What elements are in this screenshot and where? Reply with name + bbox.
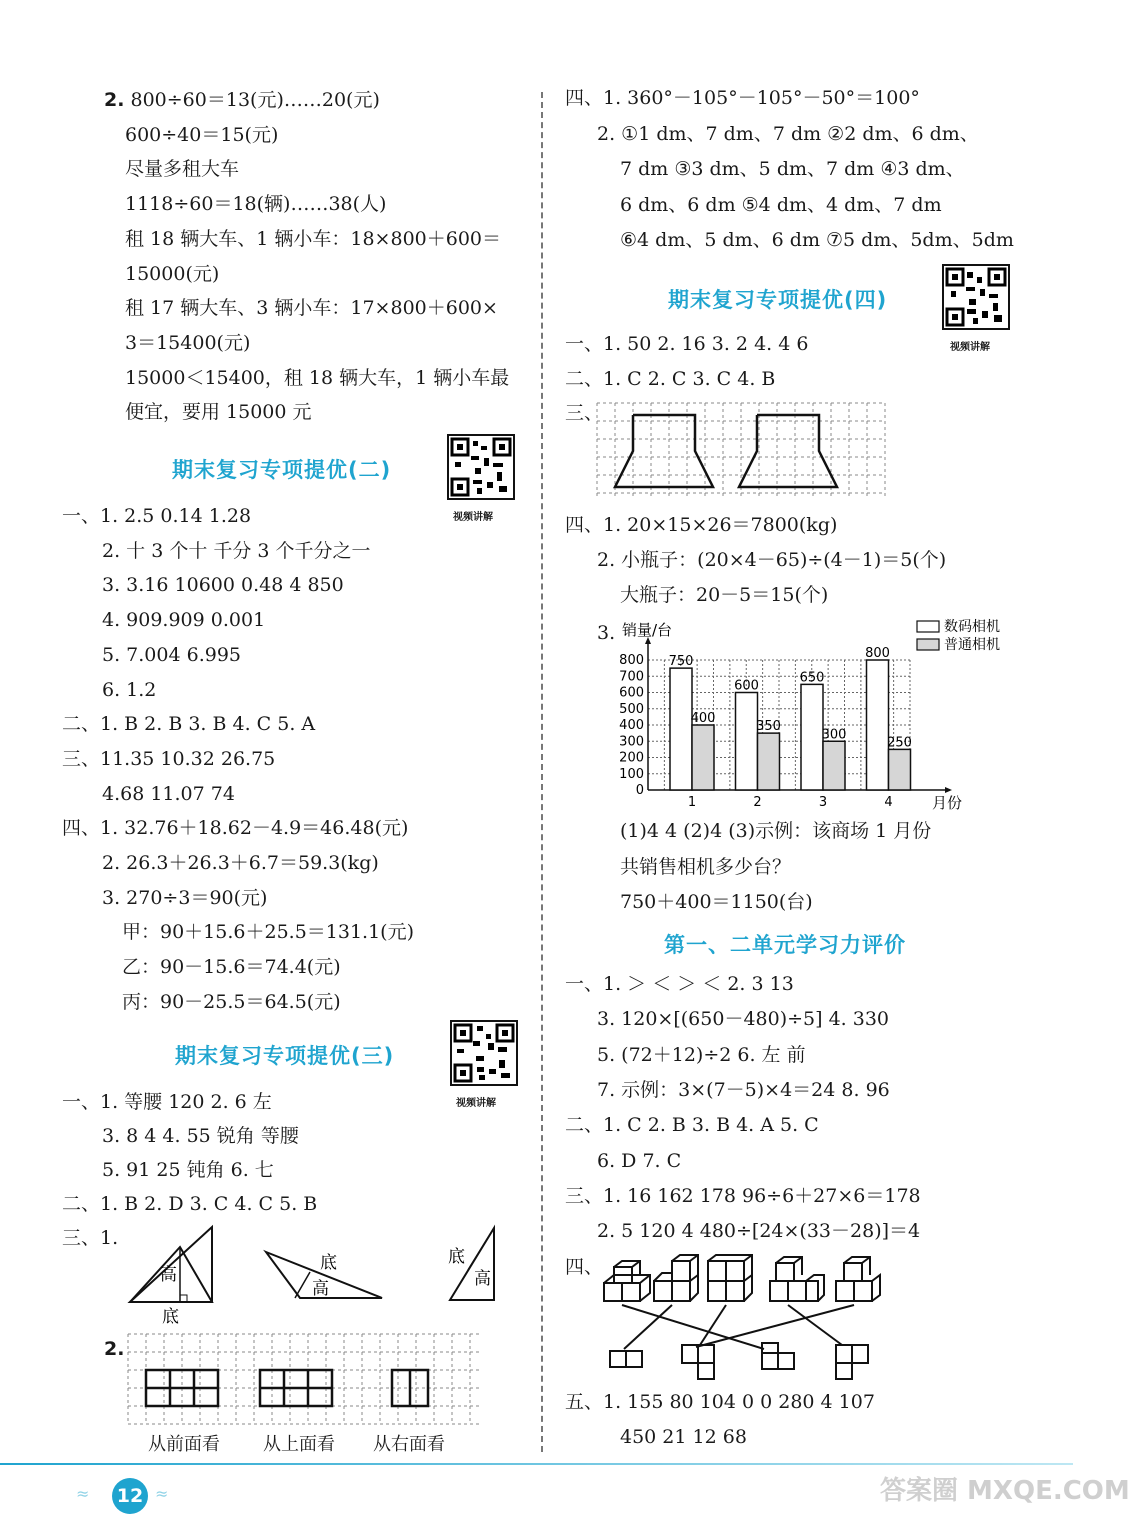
sec2-line-4: 5. 7.004 6.995 xyxy=(102,643,241,666)
question-number: 2. xyxy=(104,89,125,111)
y-tick-label: 600 xyxy=(619,685,644,701)
sec2-line-0: 一、1. 2.5 0.14 1.28 xyxy=(62,505,252,527)
triangle-2-base-label: 底 xyxy=(320,1253,337,1273)
sec2-line-11: 3. 270÷3＝90(元) xyxy=(102,886,268,909)
left-line-3: 1118÷60＝18(辆)……38(人) xyxy=(125,193,387,216)
left-line-2: 尽量多租大车 xyxy=(125,158,240,181)
page-number: 12 xyxy=(112,1478,148,1514)
bar-value-label: 800 xyxy=(865,646,890,661)
bar-普通相机-4 xyxy=(889,749,911,790)
left-line-6: 租 17 辆大车、3 辆小车：17×800＋600× xyxy=(125,297,498,320)
sec5-line-4: 二、1. C 2. B 3. B 4. A 5. C xyxy=(565,1114,819,1136)
cube-stack-3 xyxy=(708,1255,752,1301)
left-ornament-icon: ≈ xyxy=(76,1484,90,1503)
left-line-0 xyxy=(104,87,380,113)
footer-line xyxy=(0,1463,1073,1465)
sec4-line-5: 大瓶子：20－5＝15(个) xyxy=(620,584,829,606)
sec2-line-10: 2. 26.3＋26.3＋6.7＝59.3(kg) xyxy=(102,852,379,874)
bar-普通相机-3 xyxy=(823,741,845,790)
bar-数码相机-4 xyxy=(867,660,889,790)
bar-value-label: 600 xyxy=(734,678,759,694)
right-top-line-1: 2. ①1 dm、7 dm、7 dm ②2 dm、6 dm、 xyxy=(597,122,979,145)
sec2-line-5: 6. 1.2 xyxy=(102,678,157,701)
qr-pattern-icon xyxy=(452,1022,516,1084)
trapezoid-grid xyxy=(597,403,889,503)
x-tick-label: 3 xyxy=(818,795,828,810)
qr-caption-4: 视频讲解 xyxy=(950,342,990,353)
sec2-line-7: 三、11.35 10.32 26.75 xyxy=(62,747,276,770)
plane-view-3 xyxy=(762,1343,794,1369)
y-tick-label: 100 xyxy=(619,766,644,782)
bar-数码相机-1 xyxy=(670,668,692,790)
x-tick-label: 2 xyxy=(753,795,762,810)
y-tick-label: 800 xyxy=(619,653,644,668)
sec2-line-12: 甲：90＋15.6＋25.5＝131.1(元) xyxy=(122,921,415,944)
sec5-line-8: 四、 xyxy=(565,1256,604,1278)
q2-label: 2. xyxy=(104,1338,125,1360)
triangle-2 xyxy=(266,1252,382,1299)
sec5-line-0: 一、1. ＞ ＜ ＞ ＜ 2. 3 13 xyxy=(565,973,794,995)
sec2-line-8: 4.68 11.07 74 xyxy=(102,782,235,805)
bar-value-label: 750 xyxy=(668,654,694,670)
sec3-line-2: 5. 91 25 钝角 6. 七 xyxy=(102,1159,274,1181)
right-top-line-2: 7 dm ③3 dm、5 dm、7 dm ④3 dm、 xyxy=(620,158,965,180)
right-ornament-icon: ≈ xyxy=(155,1484,169,1503)
left-line-1: 600÷40＝15(元) xyxy=(125,123,279,146)
qr-caption-3: 视频讲解 xyxy=(456,1098,496,1109)
sec4-line-3: 四、1. 20×15×26＝7800(kg) xyxy=(565,514,838,536)
triangle-drawings xyxy=(120,1222,510,1328)
left-line-7: 3＝15400(元) xyxy=(125,331,251,354)
sec2-line-9: 四、1. 32.76＋18.62－4.9＝46.48(元) xyxy=(62,817,409,840)
qr-caption-2: 视频讲解 xyxy=(453,512,493,523)
cube-matching xyxy=(596,1255,896,1380)
sec5-line-6: 三、1. 16 162 178 96÷6＋27×6＝178 xyxy=(565,1185,921,1207)
triangle-1 xyxy=(130,1227,212,1327)
sec4-line-2: 三、 xyxy=(565,402,604,424)
plane-view-2 xyxy=(682,1345,714,1379)
x-tick-label: 4 xyxy=(884,795,893,810)
sec4-line-6: 3. xyxy=(597,622,616,644)
bar-value-label: 650 xyxy=(799,670,825,686)
left-line-9: 便宜，要用 15000 元 xyxy=(125,401,312,424)
bar-value-label: 300 xyxy=(821,727,847,743)
sec2-line-14: 丙：90－25.5＝64.5(元) xyxy=(122,990,341,1013)
section-title-5: 第一、二单元学习力评价 xyxy=(664,933,906,957)
bar-数码相机-3 xyxy=(801,684,823,790)
cube-stack-2 xyxy=(654,1255,698,1301)
right-top-line-0: 四、1. 360°－105°－105°－50°＝100° xyxy=(565,87,920,109)
answer-text: 800÷60＝13(元)……20(元) xyxy=(130,89,380,111)
legend-swatch-0 xyxy=(917,621,939,632)
watermark: 答案圈 MXQE.COM xyxy=(880,1476,1130,1506)
y-tick-label: 0 xyxy=(635,783,644,798)
view-front-label: 从前面看 xyxy=(148,1434,220,1455)
plane-view-4 xyxy=(836,1345,868,1379)
plane-view-1 xyxy=(610,1351,642,1367)
views-grid xyxy=(128,1334,488,1430)
bar-value-label: 400 xyxy=(690,711,716,726)
qr-code-2[interactable] xyxy=(447,434,515,500)
y-tick-label: 400 xyxy=(619,718,644,733)
sec3-line-1: 3. 8 4 4. 55 锐角 等腰 xyxy=(102,1125,299,1147)
right-top-line-3: 6 dm、6 dm ⑤4 dm、4 dm、7 dm xyxy=(620,193,942,216)
sec3-line-4: 三、1. xyxy=(62,1227,119,1249)
qr-code-3[interactable] xyxy=(450,1020,518,1086)
qr-code-4[interactable] xyxy=(942,264,1010,330)
right-top-line-4: ⑥4 dm、5 dm、6 dm ⑦5 dm、5dm、5dm xyxy=(620,229,1014,251)
left-line-5: 15000(元) xyxy=(125,262,220,285)
qr-pattern-icon xyxy=(449,436,513,498)
bar-chart xyxy=(590,615,1030,811)
bar-数码相机-2 xyxy=(736,693,758,791)
triangle-1-high-label: 高 xyxy=(160,1265,177,1285)
x-axis-label: 月份 xyxy=(932,794,963,812)
bar-value-label: 250 xyxy=(887,735,912,751)
sec2-line-6: 二、1. B 2. B 3. B 4. C 5. A xyxy=(62,713,316,736)
qr-pattern-icon xyxy=(944,266,1008,328)
sec5-line-9: 五、1. 155 80 104 0 0 280 4 107 xyxy=(565,1391,875,1413)
sec2-line-3: 4. 909.909 0.001 xyxy=(102,609,266,632)
section-title-4: 期末复习专项提优(四) xyxy=(668,288,888,312)
y-tick-label: 700 xyxy=(619,669,644,685)
cube-stack-4 xyxy=(770,1257,824,1301)
legend-label-0: 数码相机 xyxy=(944,619,1000,635)
legend-label-1: 普通相机 xyxy=(944,637,1000,653)
chart-answer-line-0: (1)4 4 (2)4 (3)示例：该商场 1 月份 xyxy=(620,820,932,842)
sec5-line-5: 6. D 7. C xyxy=(597,1150,682,1172)
bar-普通相机-1 xyxy=(692,725,714,790)
sec5-line-2: 5. (72＋12)÷2 6. 左 前 xyxy=(597,1044,806,1066)
y-tick-label: 500 xyxy=(619,701,644,717)
sec4-line-4: 2. 小瓶子：(20×4－65)÷(4－1)＝5(个) xyxy=(597,549,947,571)
sec4-line-1: 二、1. C 2. C 3. C 4. B xyxy=(565,368,776,390)
section-title-2: 期末复习专项提优(二) xyxy=(172,458,392,482)
sec5-line-7: 2. 5 120 4 480÷[24×(33－28)]＝4 xyxy=(597,1220,921,1242)
y-tick-label: 300 xyxy=(619,734,644,750)
triangle-3 xyxy=(448,1228,494,1300)
sec5-line-10: 450 21 12 68 xyxy=(620,1426,747,1448)
sec5-line-1: 3. 120×[(650－480)÷5] 4. 330 xyxy=(597,1008,890,1030)
column-divider xyxy=(541,92,543,1452)
sec4-line-0: 一、1. 50 2. 16 3. 2 4. 4 6 xyxy=(565,333,809,355)
triangle-1-base-label: 底 xyxy=(162,1307,179,1327)
sec5-line-3: 7. 示例：3×(7－5)×4＝24 8. 96 xyxy=(597,1079,890,1101)
x-tick-label: 1 xyxy=(687,795,697,810)
chart-answer-line-1: 共销售相机多少台？ xyxy=(620,855,792,878)
sec2-line-1: 2. 十 3 个十 千分 3 个千分之一 xyxy=(102,539,371,562)
sec3-line-3: 二、1. B 2. D 3. C 4. C 5. B xyxy=(62,1193,318,1215)
sec2-line-2: 3. 3.16 10600 0.48 4 850 xyxy=(102,574,344,597)
y-axis-label: 销量/台 xyxy=(622,621,673,639)
bar-普通相机-2 xyxy=(758,733,780,790)
left-line-4: 租 18 辆大车、1 辆小车：18×800＋600＝ xyxy=(125,227,502,250)
x-axis-arrow-icon xyxy=(945,787,952,793)
sec2-line-13: 乙：90－15.6＝74.4(元) xyxy=(122,956,341,979)
left-line-8: 15000＜15400，租 18 辆大车，1 辆小车最 xyxy=(125,366,510,389)
y-tick-label: 200 xyxy=(619,750,644,766)
triangle-2-high-label: 高 xyxy=(312,1279,329,1299)
bar-value-label: 350 xyxy=(756,719,781,735)
view-right-label: 从右面看 xyxy=(373,1434,445,1455)
triangle-3-base-label: 底 xyxy=(448,1247,465,1267)
sec3-line-0: 一、1. 等腰 120 2. 6 左 xyxy=(62,1091,272,1113)
cube-stack-5 xyxy=(836,1257,880,1301)
triangle-3-high-label: 高 xyxy=(474,1269,491,1289)
section-title-3: 期末复习专项提优(三) xyxy=(175,1044,395,1068)
legend-swatch-1 xyxy=(917,639,939,650)
chart-answer-line-2: 750＋400＝1150(台) xyxy=(620,891,813,913)
cube-stack-1 xyxy=(604,1261,650,1301)
view-top-label: 从上面看 xyxy=(263,1434,335,1455)
